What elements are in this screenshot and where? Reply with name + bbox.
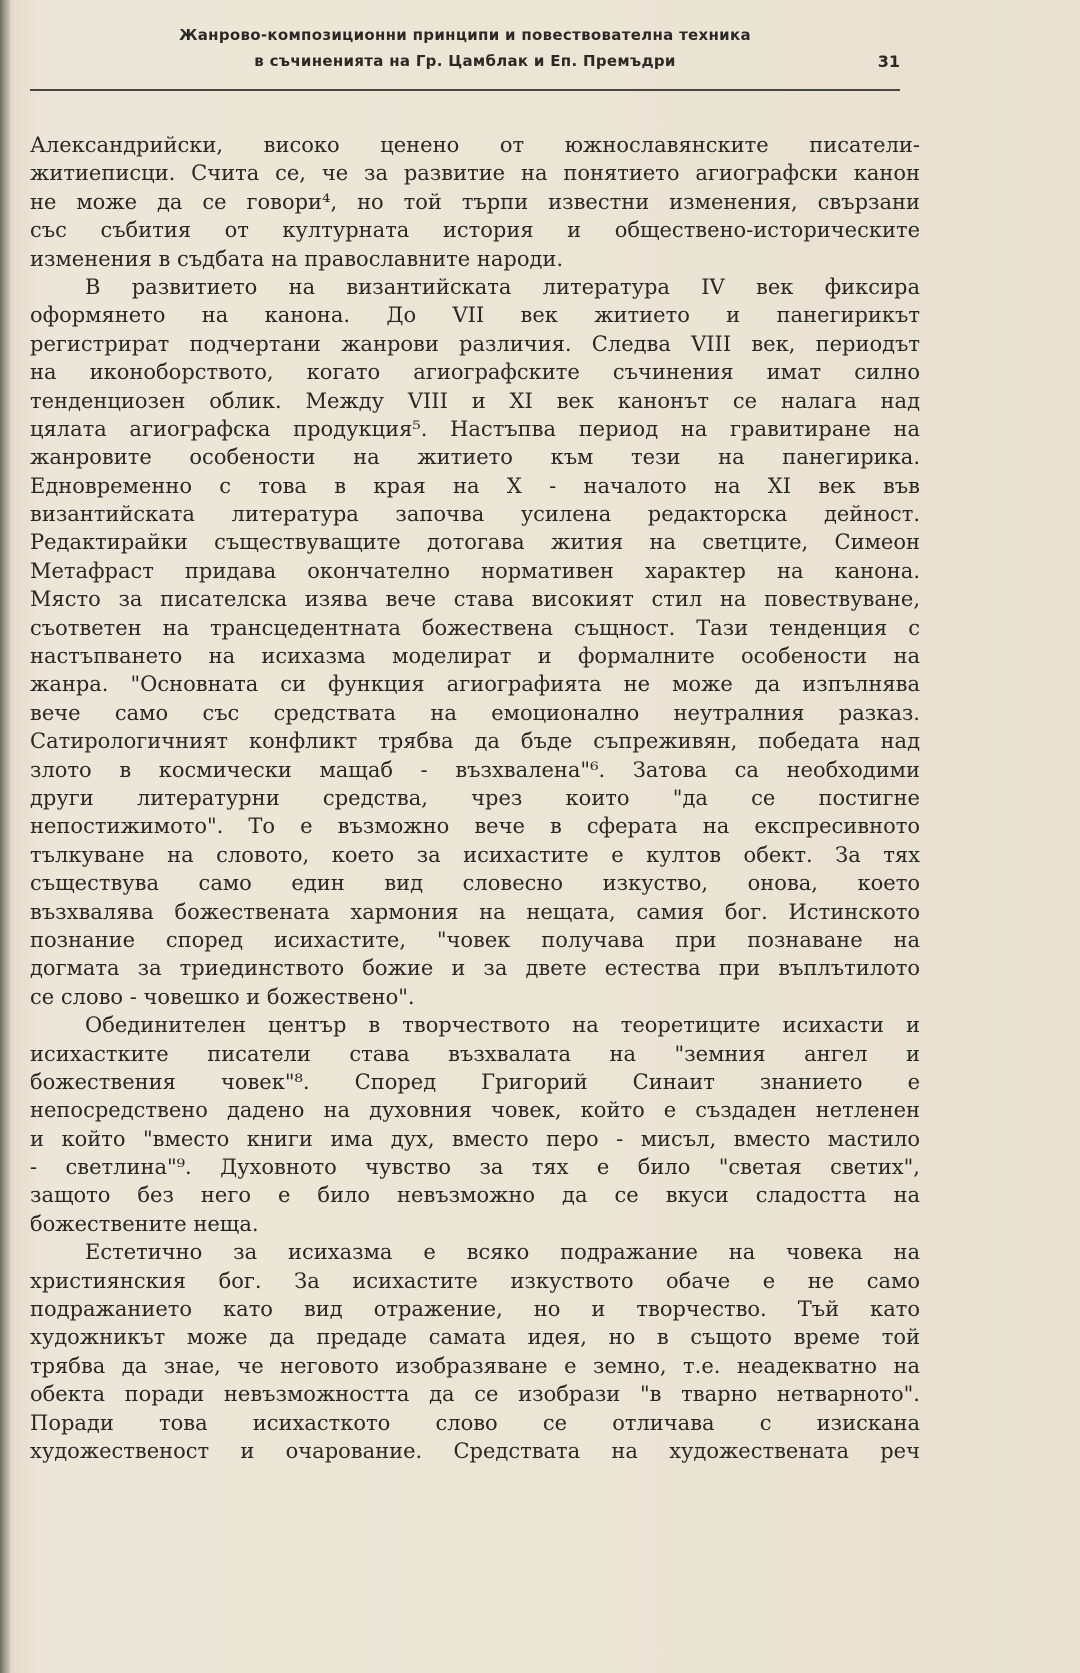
text-line: трябва да знае, че неговото изобразяване е земно, т.е. неадекватно на: [30, 1353, 920, 1378]
text-line: Поради това исихасткото слово се отличава с изискана: [30, 1410, 920, 1435]
text-line: художественост и очарование. Средствата на художествената реч: [30, 1438, 920, 1463]
text-line: защото без него е било невъзможно да се вкуси сладостта на: [30, 1183, 920, 1208]
text-line: Естетично за исихазма е всяко подражание на човека на: [85, 1240, 920, 1265]
text-line: божествените неща.: [30, 1211, 259, 1236]
text-line: обекта поради невъзможността да се изобрази "в тварно нетварното".: [30, 1382, 920, 1407]
text-line: жанровите особености на житието към тези на панегирика.: [30, 445, 920, 470]
text-line: Едновременно с това в края на X - началото на XI век във: [30, 473, 920, 498]
text-line: други литературни средства, чрез които "да се постигне: [30, 785, 920, 810]
text-line: настъпването на исихазма моделират и формалните особености на: [30, 644, 920, 669]
text-line: непостижимото". То е възможно вече в сферата на експресивното: [30, 814, 920, 839]
header-title-line1: Жанрово-композиционни принципи и повествователна техника: [179, 26, 751, 44]
header-rule: [30, 89, 900, 91]
text-line: Сатирологичният конфликт трябва да бъде съпреживян, победата над: [30, 729, 920, 754]
text-line: злото в космически мащаб - възхвалена"⁶. Затова са необходими: [30, 757, 920, 782]
text-line: със събития от културната история и обществено-историческите: [30, 218, 920, 243]
text-line: не може да се говори⁴, но той търпи известни изменения, свързани: [30, 189, 920, 214]
text-line: се слово - човешко и божествено".: [30, 984, 415, 1009]
text-line: исихастките писатели става възхвалата на "земния ангел и: [30, 1041, 920, 1066]
text-line: Обединителен център в творчеството на теоретиците исихасти и: [85, 1013, 920, 1038]
text-line: В развитието на византийската литература IV век фиксира: [85, 274, 920, 299]
text-line: и който "вместо книги има дух, вместо перо - мисъл, вместо мастило: [30, 1126, 920, 1151]
text-line: вече само със средствата на емоционално неутралния разказ.: [30, 700, 920, 725]
text-line: византийската литература започва усилена редакторска дейност.: [30, 502, 920, 527]
text-line: житиеписци. Счита се, че за развитие на понятието агиографски канон: [30, 161, 920, 186]
text-line: Метафраст придава окончателно нормативен характер на канона.: [30, 558, 920, 583]
text-line: жанра. "Основната си функция агиографията не може да изпълнява: [30, 672, 920, 697]
text-line: непосредствено дадено на духовния човек, който е създаден нетленен: [30, 1098, 920, 1123]
text-line: изменения в съдбата на православните народи.: [30, 246, 564, 271]
text-line: тенденциозен облик. Между VIII и XI век канонът се налага над: [30, 388, 920, 413]
text-line: тълкуване на словото, което за исихастите е култов обект. За тях: [30, 842, 920, 867]
body-text: [30, 131, 920, 1465]
text-line: оформянето на канона. До VII век житието и панегирикът: [30, 303, 920, 328]
text-line: божествения човек"⁸. Според Григорий Синаит знанието е: [30, 1069, 920, 1094]
text-line: възхвалява божествената хармония на нещата, самия бог. Истинското: [30, 899, 920, 924]
text-line: Място за писателска изява вече става високият стил на повествуване,: [30, 587, 920, 612]
text-line: съответен на трансцедентната божествена същност. Тази тенденция с: [30, 615, 920, 640]
text-line: регистрират подчертани жанрови различия. Следва VIII век, периодът: [30, 331, 920, 356]
page-number: 31: [877, 52, 900, 71]
text-line: на иконоборството, когато агиографските съчинения имат силно: [30, 360, 920, 385]
text-line: цялата агиографска продукция⁵. Настъпва период на гравитиране на: [30, 416, 920, 441]
text-line: Александрийски, високо ценено от южнославянските писатели-: [30, 133, 920, 157]
book-spine-shadow: [0, 0, 10, 1673]
text-line: познание според исихастите, "човек получава при познаване на: [30, 927, 920, 952]
text-line: Редактирайки съществуващите дотогава жития на светците, Симеон: [30, 530, 920, 555]
header-title-line2: в съчиненията на Гр. Цамблак и Еп. Премъдри: [254, 52, 676, 70]
running-header: [30, 22, 900, 92]
text-line: догмата за триединството божие и за двете естества при въплътилото: [30, 956, 920, 981]
text-line: християнския бог. За исихастите изкуството обаче е не само: [30, 1268, 920, 1293]
text-line: - светлина"⁹. Духовното чувство за тях е било "светая светих",: [30, 1155, 920, 1180]
text-line: съществува само един вид словесно изкуство, онова, което: [30, 871, 920, 896]
text-line: подражанието като вид отражение, но и творчество. Тъй като: [30, 1297, 920, 1322]
text-line: художникът може да предаде самата идея, но в същото време той: [30, 1325, 920, 1350]
